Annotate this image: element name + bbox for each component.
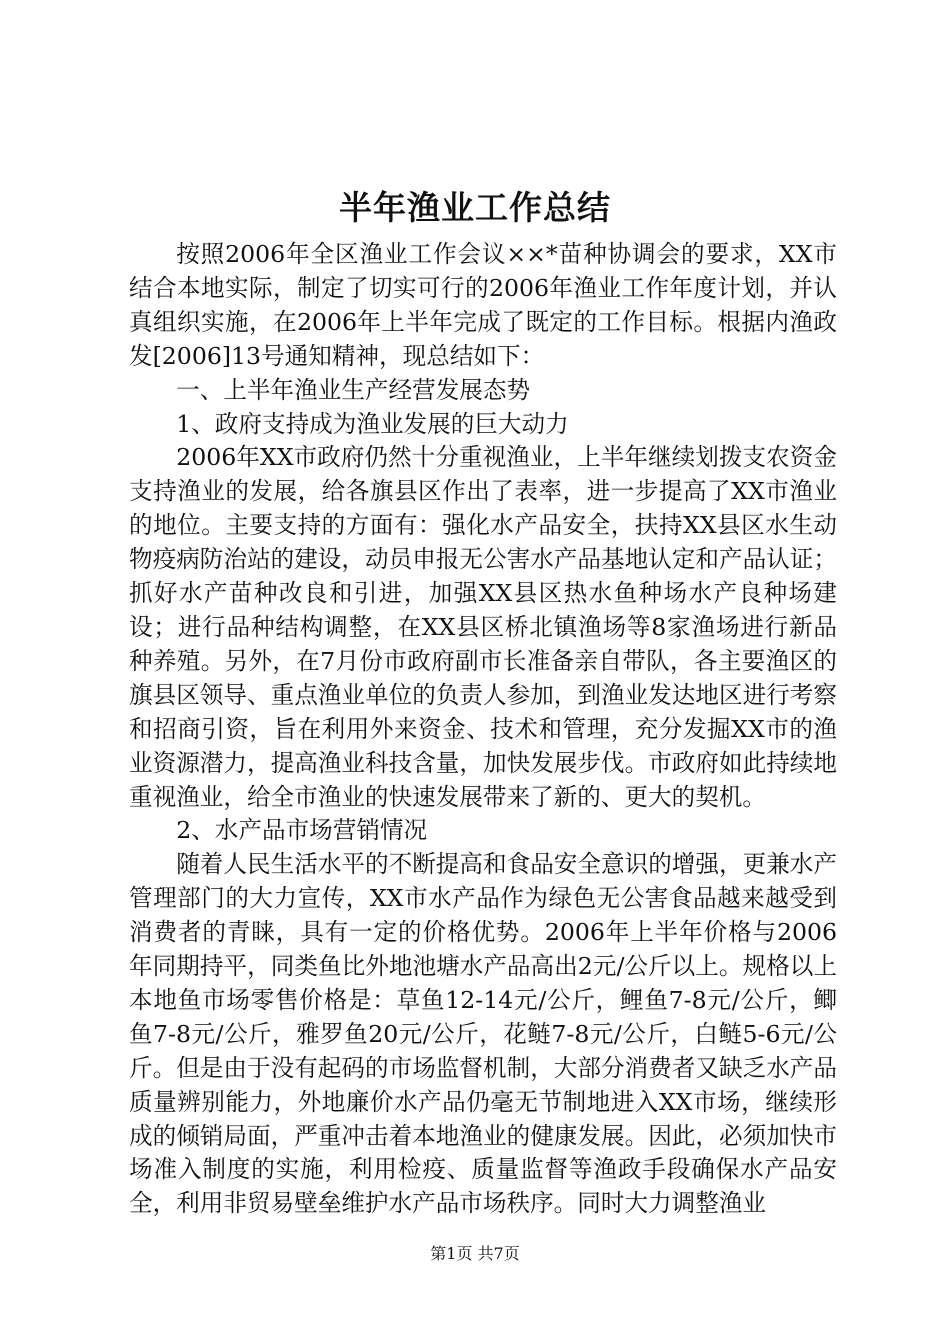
page-number-footer: 第1页 共7页: [430, 1244, 520, 1263]
paragraph-intro: 按照2006年全区渔业工作会议××*苗种协调会的要求，XX市结合本地实际，制定了切实可行的2006年渔业工作年度计划，并认真组织实施，在2006年上半年完成了既定的工作目标。根据内渔政发[2006]13号通知精神，现总结如下：: [129, 240, 837, 370]
document-title: 半年渔业工作总结: [339, 188, 611, 227]
heading-subsection-1: 1、政府支持成为渔业发展的巨大动力: [176, 409, 569, 438]
heading-subsection-2: 2、水产品市场营销情况: [176, 816, 428, 845]
heading-section-1: 一、上半年渔业生产经营发展态势: [176, 375, 531, 404]
paragraph-government-support: 2006年XX市政府仍然十分重视渔业，上半年继续划拨支农资金支持渔业的发展，给各旗县区作出了表率，进一步提高了XX市渔业的地位。主要支持的方面有：强化水产品安全，扶持XX县区水生动物疫病防治站的建设，动员申报无公害水产品基地认定和产品认证；抓好水产苗种改良和引进，加强XX县区热水鱼种场水产良种场建设；进行品种结构调整，在XX县区桥北镇渔场等8家渔场进行新品种养殖。另外，在7月份市政府副市长准备亲自带队，各主要渔区的旗县区领导、重点渔业单位的负责人参加，到渔业发达地区进行考察和招商引资，旨在利用外来资金、技术和管理，充分发掘XX市的渔业资源潜力，提高渔业科技含量，加快发展步伐。市政府如此持续地重视渔业，给全市渔业的快速发展带来了新的、更大的契机。: [129, 443, 837, 811]
document-body: [129, 238, 837, 1221]
paragraph-market: 随着人民生活水平的不断提高和食品安全意识的增强，更兼水产管理部门的大力宣传，XX市水产品作为绿色无公害食品越来越受到消费者的青睐，具有一定的价格优势。2006年上半年价格与2006年同期持平，同类鱼比外地池塘水产品高出2元/公斤以上。规格以上本地鱼市场零售价格是：草鱼12-14元/公斤，鲤鱼7-8元/公斤，鲫鱼7-8元/公斤，雅罗鱼20元/公斤，花鲢7-8元/公斤，白鲢5-6元/公斤。但是由于没有起码的市场监督机制，大部分消费者又缺乏水产品质量辨别能力，外地廉价水产品仍毫无节制地进入XX市场，继续形成的倾销局面，严重冲击着本地渔业的健康发展。因此，必须加快市场准入制度的实施，利用检疫、质量监督等渔政手段确保水产品安全，利用非贸易壁垒维护水产品市场秩序。同时大力调整渔业: [129, 850, 837, 1218]
